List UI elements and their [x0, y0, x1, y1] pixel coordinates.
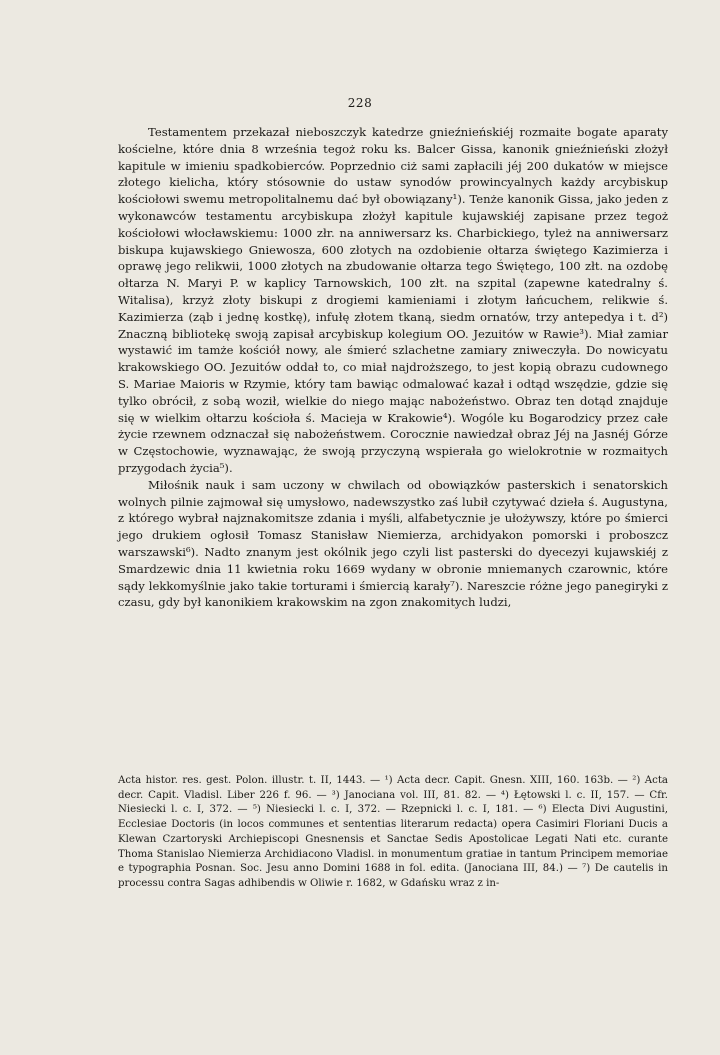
paragraph-1: Testamentem przekazał nieboszczyk katedrze gnieźnieńskiéj rozmaite bogate aparaty kościelne, które dnia 8 września tegoż roku ks. Balcer Gissa, kanonik gnieźnieński złożył kapitule w imieniu spadkobierców. Poprzednio ciż sami zapłacili jéj 200 dukatów w miejsce złotego kielicha, który stósownie do ustaw synodów prowincyalnych każdy arcybiskup kościołowi swemu metropolitalnemu dać był obowiązany¹). Tenże kanonik Gissa, jako jeden z wykonawców testamentu arcybiskupa złożył kapitule kujawskiéj zapisane przez tegoż kościołowi włocławskiemu: 1000 złr. na anniwersarz ks. Charbickiego, tyleż na anniwersarz biskupa kujawskiego Gniewosza, 600 złotych na ozdobienie ołtarza świętego Kazimierza i oprawę jego relikwii, 1000 złotych na zbudowanie ołtarza tego Świętego, 100 złt. na ozdobę ołtarza N. Maryi P. w kaplicy Tarnowskich, 100 złt. na szpital (zapewne katedralny ś. Witalisa), krzyż złoty biskupi z drogiemi kamieniami i złotym łańcuchem, relikwie ś. Kazimierza (ząb i jednę kostkę), infułę złotem tkaną, siedm ornatów, trzy antepedya i t. d²) Znaczną bibliotekę swoją zapisał arcybiskup kolegium OO. Jezuitów w Rawie³). Miał zamiar wystawić im tamże kościół nowy, ale śmierć szlachetne zamiary zniweczyła. Do nowicyatu krakowskiego OO. Jezuitów oddał to, co miał najdroższego, to jest kopią obrazu cudownego S. Mariae Maioris w Rzymie, który tam bawiąc odmalować kazał i odtąd wszędzie, gdzie się tylko obrócił, z sobą woził, wielkie do niego mając nabożeństwo. Obraz ten dotąd znajduje się w wielkim ołtarzu kościoła ś. Macieja w Krakowie⁴). Wogóle ku Bogarodzicy przez całe życie rzewnem odznaczał się nabożeństwem. Corocznie nawiedzał obraz Jéj na Jasnéj Górze w Częstochowie, wyznawając, że swoją przyczyną wspierała go wielokrotnie w rozmaitych przygodach życia⁵).	[118, 125, 668, 475]
main-text	[118, 124, 668, 611]
footnote-text: Acta histor. res. gest. Polon. illustr. t. II, 1443. — ¹) Acta decr. Capit. Gnesn. XIII, 160. 163b. — ²) Acta decr. Capit. Vladisl. Liber 226 f. 96. — ³) Janociana vol. III, 81. 82. — ⁴) Łętowski l. c. II, 157. — Cfr. Niesiecki l. c. I, 372. — ⁵) Niesiecki l. c. I, 372. — Rzepnicki l. c. I, 181. — ⁶) Electa Divi Augustini, Ecclesiae Doctoris (in locos communes et sententias literarum redacta) opera Casimiri Floriani Ducis a Klewan Czartoryski Archiepiscopi Gnesnensis et Sanctae Sedis Apostolicae Legati Nati etc. curante Thoma Stanislao Niemierza Archidiacono Vladisl. in monumentum gratiae in tantum Principem memoriae e typographia Posnan. Soc. Jesu anno Domini 1688 in fol. edita. (Janociana III, 84.) — ⁷) De cautelis in processu contra Sagas adhibendis w Oliwie r. 1682, w Gdańsku wraz z in-	[118, 775, 668, 889]
page-number: 228	[347, 96, 373, 110]
paragraph-2: Miłośnik nauk i sam uczony w chwilach od obowiązków pasterskich i senatorskich wolnych pilnie zajmował się umysłowo, nadewszystko zaś lubił czytywać dzieła ś. Augustyna, z którego wybrał najznakomitsze zdania i myśli, alfabetycznie je ułożywszy, które po śmierci jego drukiem ogłosił Tomasz Stanisław Niemierza, archidyakon pomorski i proboszcz warszawski⁶). Nadto znanym jest okólnik jego czyli list pasterski do dyecezyi kujawskiéj z Smardzewic dnia 11 kwietnia roku 1669 wydany w obronie mniemanych czarownic, które sądy lekkomyślnie jako takie torturami i śmiercią karały⁷). Nareszcie różne jego panegiryki z czasu, gdy był kanonikiem krakowskim na zgon znakomitych ludzi,	[118, 477, 668, 610]
footnotes	[118, 774, 668, 892]
